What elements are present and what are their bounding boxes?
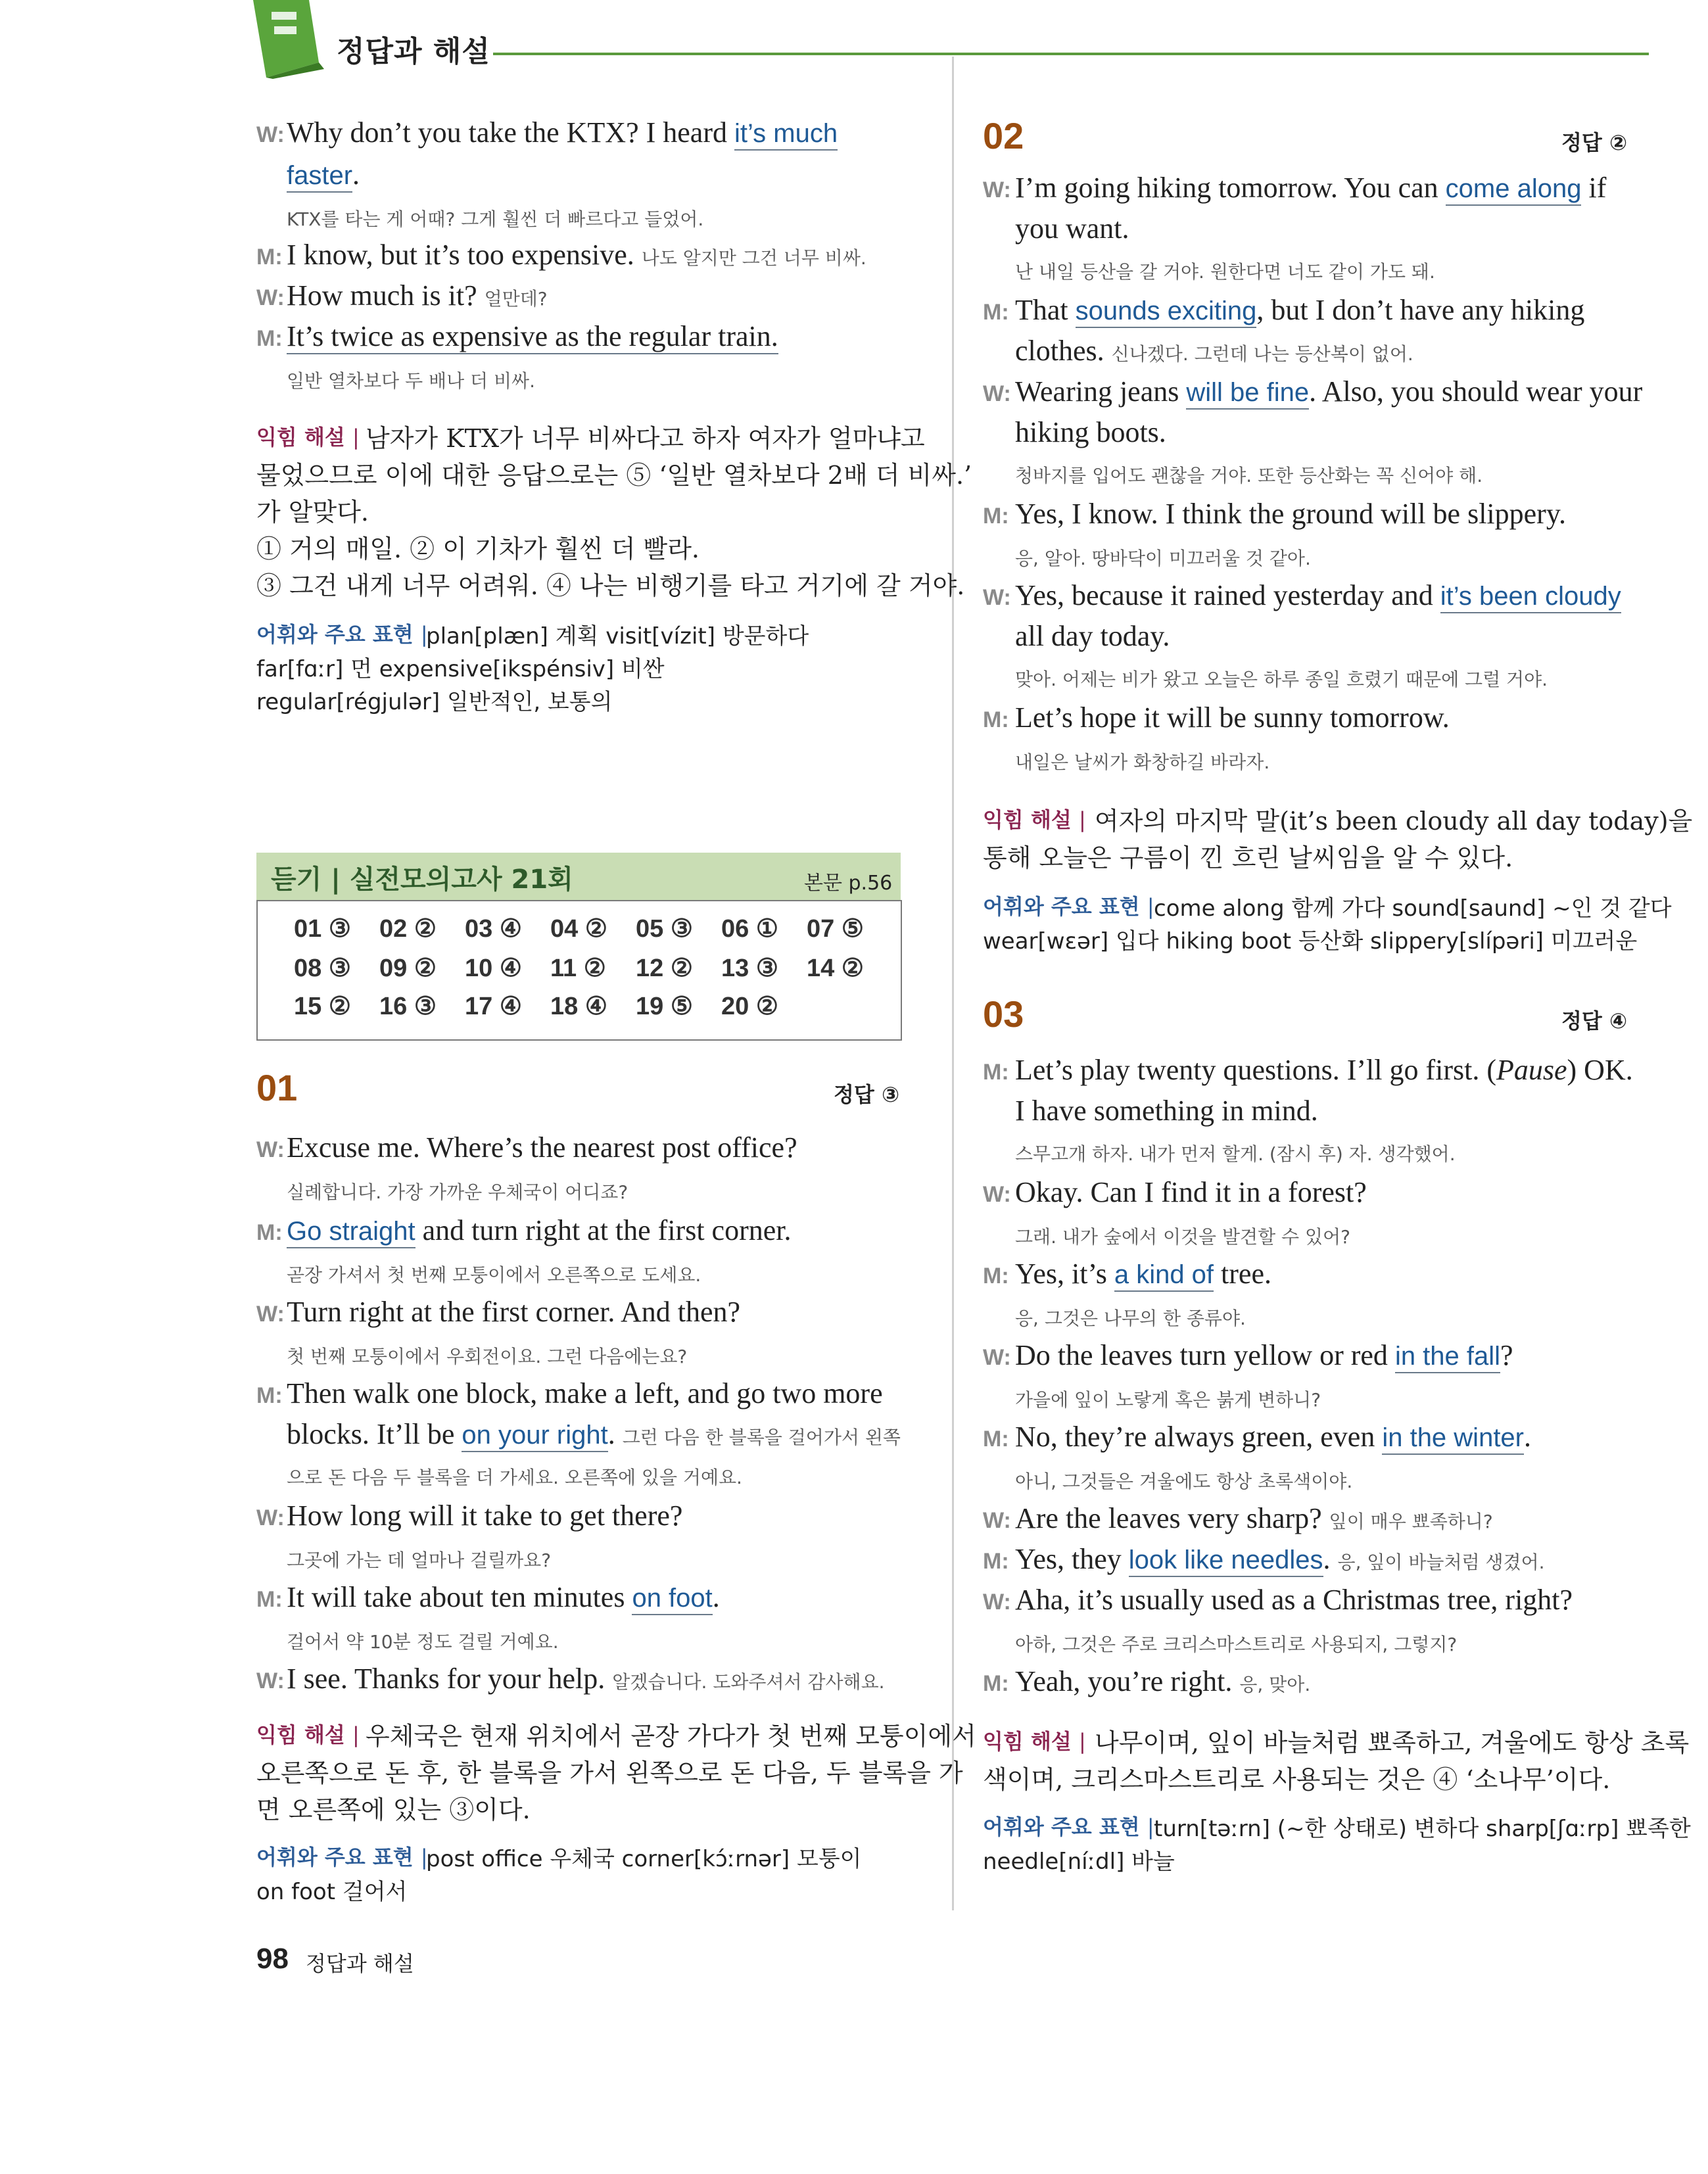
- explain-line: 남자가 KTX가 너무 비싸다고 하자 여자가 얼마냐고: [366, 424, 925, 453]
- footer-title: 정답과 해설: [306, 1951, 414, 1976]
- dialogue-line: No, they’re always green, even in the winter.: [1015, 1420, 1531, 1453]
- dialogue-line: faster.: [287, 158, 360, 191]
- explain-line: 나무이며, 잎이 바늘처럼 뾰족하고, 겨울에도 항상 초록: [1095, 1728, 1690, 1757]
- translation-line: 난 내일 등산을 갈 거야. 원한다면 너도 같이 가도 돼.: [1015, 261, 1435, 283]
- answer-item: 18 ④: [550, 993, 607, 1020]
- explain-line: 우체국은 현재 위치에서 곧장 가다가 첫 번째 모퉁이에서: [366, 1722, 976, 1751]
- dialogue-line: I’m going hiking tomorrow. You can come along if: [1015, 171, 1606, 204]
- answer-item: 01 ③: [294, 915, 351, 943]
- page-number: 98: [256, 1943, 289, 1975]
- vocab-line: on foot 걸어서: [256, 1879, 408, 1905]
- test-page-ref: 본문 p.56: [804, 872, 893, 895]
- dialogue-line: How much is it? 얼만데?: [287, 279, 548, 312]
- speaker-label: M:: [256, 245, 283, 270]
- speaker-label: W:: [256, 285, 285, 310]
- answer-item: 19 ⑤: [636, 993, 693, 1020]
- speaker-label: W:: [983, 381, 1011, 406]
- vocab-line: come along 함께 가다 sound[saund] ~인 것 같다: [1154, 895, 1672, 922]
- explain-line: 통해 오늘은 구름이 낀 흐린 날씨임을 알 수 있다.: [983, 843, 1513, 872]
- explain-line: 물었으므로 이에 대한 응답으로는 ⑤ ‘일반 열차보다 2배 더 비싸.’: [256, 461, 972, 490]
- answer-item: 20 ②: [721, 993, 778, 1020]
- explain-label: 익힘 해설 |: [983, 1729, 1086, 1754]
- translation-line: 스무고개 하자. 내가 먼저 할게. (잠시 후) 자. 생각했어.: [1015, 1143, 1456, 1165]
- answer-item: 13 ③: [721, 955, 778, 982]
- explain-label: 익힘 해설 |: [256, 1722, 360, 1747]
- translation-line: 첫 번째 모퉁이에서 우회전이요. 그런 다음에는요?: [287, 1346, 688, 1367]
- dialogue-line: I have something in mind.: [1015, 1095, 1318, 1127]
- speaker-label: W:: [983, 1508, 1011, 1533]
- speaker-label: W:: [256, 1668, 285, 1693]
- speaker-label: M:: [256, 1383, 283, 1408]
- dialogue-line: I know, but it’s too expensive. 나도 알지만 그건 너무 비싸.: [287, 239, 866, 271]
- speaker-label: M:: [983, 1264, 1009, 1288]
- dialogue-line: you want.: [1015, 212, 1129, 245]
- question-number: 01: [256, 1067, 298, 1108]
- translation-line: 그래. 내가 숲에서 이것을 발견할 수 있어?: [1015, 1226, 1350, 1248]
- test-title: 듣기 | 실전모의고사 21회: [271, 864, 573, 895]
- speaker-label: M:: [256, 1587, 283, 1612]
- dialogue-line: Yes, they look like needles. 응, 잎이 바늘처럼 생겼어.: [1015, 1542, 1545, 1576]
- answer-label: 정답 ④: [1561, 1008, 1628, 1033]
- dialogue-line: clothes. 신나겠다. 그런데 나는 등산복이 없어.: [1015, 335, 1413, 367]
- speaker-label: M:: [983, 1549, 1009, 1574]
- header-rule: [493, 53, 1649, 55]
- speaker-label: M:: [983, 1427, 1009, 1452]
- translation-line: 응, 알아. 땅바닥이 미끄러울 것 같아.: [1015, 548, 1311, 569]
- speaker-label: W:: [256, 1302, 285, 1327]
- translation-line: 청바지를 입어도 괜찮을 거야. 또한 등산화는 꼭 신어야 해.: [1015, 465, 1483, 486]
- dialogue-line: Okay. Can I find it in a forest?: [1015, 1176, 1367, 1208]
- translation-line: 걸어서 약 10분 정도 걸릴 거예요.: [287, 1631, 559, 1653]
- dialogue-line: Yes, because it rained yesterday and it’s been cloudy: [1015, 579, 1621, 612]
- explain-line: ③ 그건 내게 너무 어려워. ④ 나는 비행기를 타고 거기에 갈 거야.: [256, 571, 965, 600]
- explain-line: 면 오른쪽에 있는 ③이다.: [256, 1795, 531, 1824]
- dialogue-line: It’s twice as expensive as the regular train.: [287, 319, 778, 354]
- translation-line: 맞아. 어제는 비가 왔고 오늘은 하루 종일 흐렸기 때문에 그럴 거야.: [1015, 669, 1548, 690]
- dialogue-line: Go straight and turn right at the first corner.: [287, 1214, 791, 1247]
- answer-item: 10 ④: [465, 955, 522, 982]
- translation-line: KTX를 타는 게 어때? 그게 훨씬 더 빠르다고 들었어.: [287, 208, 704, 230]
- translation-line: 곧장 가셔서 첫 번째 모퉁이에서 오른쪽으로 도세요.: [287, 1264, 701, 1286]
- vocab-line: regular[régjulər] 일반적인, 보통의: [256, 689, 613, 715]
- vocab-line: wear[wɛər] 입다 hiking boot 등산화 slippery[slípəri] 미끄러운: [983, 928, 1638, 955]
- dialogue-line: all day today.: [1015, 620, 1170, 652]
- speaker-label: W:: [983, 1345, 1011, 1370]
- question-number: 02: [983, 115, 1024, 156]
- explain-line: 오른쪽으로 돈 후, 한 블록을 가서 왼쪽으로 돈 다음, 두 블록을 가: [256, 1759, 963, 1787]
- dialogue-line: Wearing jeans will be fine. Also, you should wear your: [1015, 375, 1642, 408]
- answer-item: 12 ②: [636, 955, 693, 982]
- speaker-label: W:: [983, 585, 1011, 610]
- dialogue-line: blocks. It’ll be on your right. 그런 다음 한 블록을 걸어가서 왼쪽: [287, 1417, 901, 1451]
- dialogue-line: Turn right at the first corner. And then?: [287, 1296, 741, 1328]
- chapter-tab-icon: [247, 0, 332, 79]
- answer-item: 11 ②: [550, 955, 606, 982]
- translation-line: 응, 그것은 나무의 한 종류야.: [1015, 1308, 1246, 1329]
- vocab-line: plan[plæn] 계획 visit[vízit] 방문하다: [426, 623, 809, 650]
- dialogue-line: Aha, it’s usually used as a Christmas tree, right?: [1015, 1584, 1573, 1616]
- translation-line: 가을에 잎이 노랗게 혹은 붉게 변하니?: [1015, 1389, 1321, 1411]
- answer-item: 08 ③: [294, 955, 351, 982]
- answer-item: 09 ②: [379, 955, 437, 982]
- dialogue-line: Yeah, you’re right. 응, 맞아.: [1015, 1665, 1311, 1697]
- dialogue-line: I see. Thanks for your help. 알겠습니다. 도와주셔서 감사해요.: [287, 1663, 885, 1695]
- vocab-label: 어휘와 주요 표현 |: [256, 1845, 428, 1870]
- explain-line: 가 알맞다.: [256, 498, 369, 527]
- translation-line: 그곳에 가는 데 얼마나 걸릴까요?: [287, 1549, 552, 1571]
- speaker-label: W:: [983, 1590, 1011, 1615]
- translation-line: 아니, 그것들은 겨울에도 항상 초록색이야.: [1015, 1471, 1353, 1492]
- dialogue-line: Yes, it’s a kind of tree.: [1015, 1257, 1271, 1290]
- answer-item: 04 ②: [550, 915, 607, 943]
- vocab-label: 어휘와 주요 표현 |: [983, 894, 1154, 919]
- speaker-label: M:: [983, 504, 1009, 529]
- answer-item: 14 ②: [807, 955, 864, 982]
- explain-line: ① 거의 매일. ② 이 기차가 훨씬 더 빨라.: [256, 534, 700, 563]
- dialogue-line: hiking boots.: [1015, 416, 1166, 448]
- answer-label: 정답 ②: [1561, 130, 1628, 155]
- speaker-label: W:: [256, 1137, 285, 1162]
- question-number: 03: [983, 993, 1024, 1035]
- vocab-line: far[fɑːr] 먼 expensive[ikspénsiv] 비싼: [256, 656, 665, 682]
- vocab-line: post office 우체국 corner[kɔ́ːrnər] 모퉁이: [426, 1846, 862, 1872]
- translation-line: 아하, 그것은 주로 크리스마스트리로 사용되지, 그렇지?: [1015, 1634, 1458, 1655]
- speaker-label: W:: [256, 1505, 285, 1530]
- speaker-label: M:: [256, 1220, 283, 1245]
- dialogue-line: Let’s play twenty questions. I’ll go first. (Pause) OK.: [1015, 1054, 1633, 1086]
- vocab-line: turn[təːrn] (~한 상태로) 변하다 sharp[ʃɑːrp] 뾰족한: [1154, 1816, 1691, 1842]
- dialogue-line: Do the leaves turn yellow or red in the fall?: [1015, 1338, 1513, 1372]
- answer-item: 03 ④: [465, 915, 522, 943]
- vocab-label: 어휘와 주요 표현 |: [256, 622, 428, 647]
- dialogue-line: Excuse me. Where’s the nearest post office?: [287, 1131, 797, 1164]
- answer-item: 02 ②: [379, 915, 437, 943]
- explain-line: 여자의 마지막 말(it’s been cloudy all day today)을: [1095, 807, 1693, 836]
- answer-item: 15 ②: [294, 993, 351, 1020]
- dialogue-line: Then walk one block, make a left, and go two more: [287, 1377, 883, 1409]
- column-divider: [952, 57, 954, 1910]
- speaker-label: M:: [256, 326, 283, 351]
- speaker-label: W:: [256, 122, 285, 147]
- answer-label: 정답 ③: [834, 1082, 900, 1107]
- dialogue-line: That sounds exciting, but I don’t have any hiking: [1015, 293, 1584, 327]
- speaker-label: W:: [983, 177, 1011, 202]
- explain-line: 색이며, 크리스마스트리로 사용되는 것은 ④ ‘소나무’이다.: [983, 1765, 1611, 1794]
- answer-item: 06 ①: [721, 915, 778, 943]
- translation-line: 으로 돈 다음 두 블록을 더 가세요. 오른쪽에 있을 거예요.: [287, 1467, 742, 1488]
- speaker-label: M:: [983, 707, 1009, 732]
- translation-line: 내일은 날씨가 화창하길 바라자.: [1015, 751, 1270, 773]
- answer-item: 05 ③: [636, 915, 693, 943]
- page-header-title: 정답과 해설: [337, 35, 490, 68]
- answer-item: 16 ③: [379, 993, 437, 1020]
- vocab-label: 어휘와 주요 표현 |: [983, 1814, 1154, 1839]
- dialogue-line: Are the leaves very sharp? 잎이 매우 뾰족하니?: [1015, 1502, 1493, 1534]
- speaker-label: M:: [983, 1060, 1009, 1085]
- dialogue-line: Let’s hope it will be sunny tomorrow.: [1015, 701, 1450, 734]
- speaker-label: M:: [983, 300, 1009, 325]
- speaker-label: W:: [983, 1182, 1011, 1207]
- explain-label: 익힘 해설 |: [983, 807, 1086, 832]
- answer-item: 07 ⑤: [807, 915, 864, 943]
- dialogue-line: Yes, I know. I think the ground will be slippery.: [1015, 498, 1566, 530]
- dialogue-line: It will take about ten minutes on foot.: [287, 1580, 720, 1614]
- answer-item: 17 ④: [465, 993, 522, 1020]
- vocab-line: needle[níːdl] 바늘: [983, 1849, 1175, 1875]
- dialogue-line: Why don’t you take the KTX? I heard it’s much: [287, 116, 838, 149]
- translation-line: 일반 열차보다 두 배나 더 비싸.: [287, 370, 535, 392]
- explain-label: 익힘 해설 |: [256, 425, 360, 450]
- dialogue-line: How long will it take to get there?: [287, 1500, 683, 1532]
- speaker-label: M:: [983, 1671, 1009, 1696]
- translation-line: 실례합니다. 가장 가까운 우체국이 어디죠?: [287, 1181, 629, 1203]
